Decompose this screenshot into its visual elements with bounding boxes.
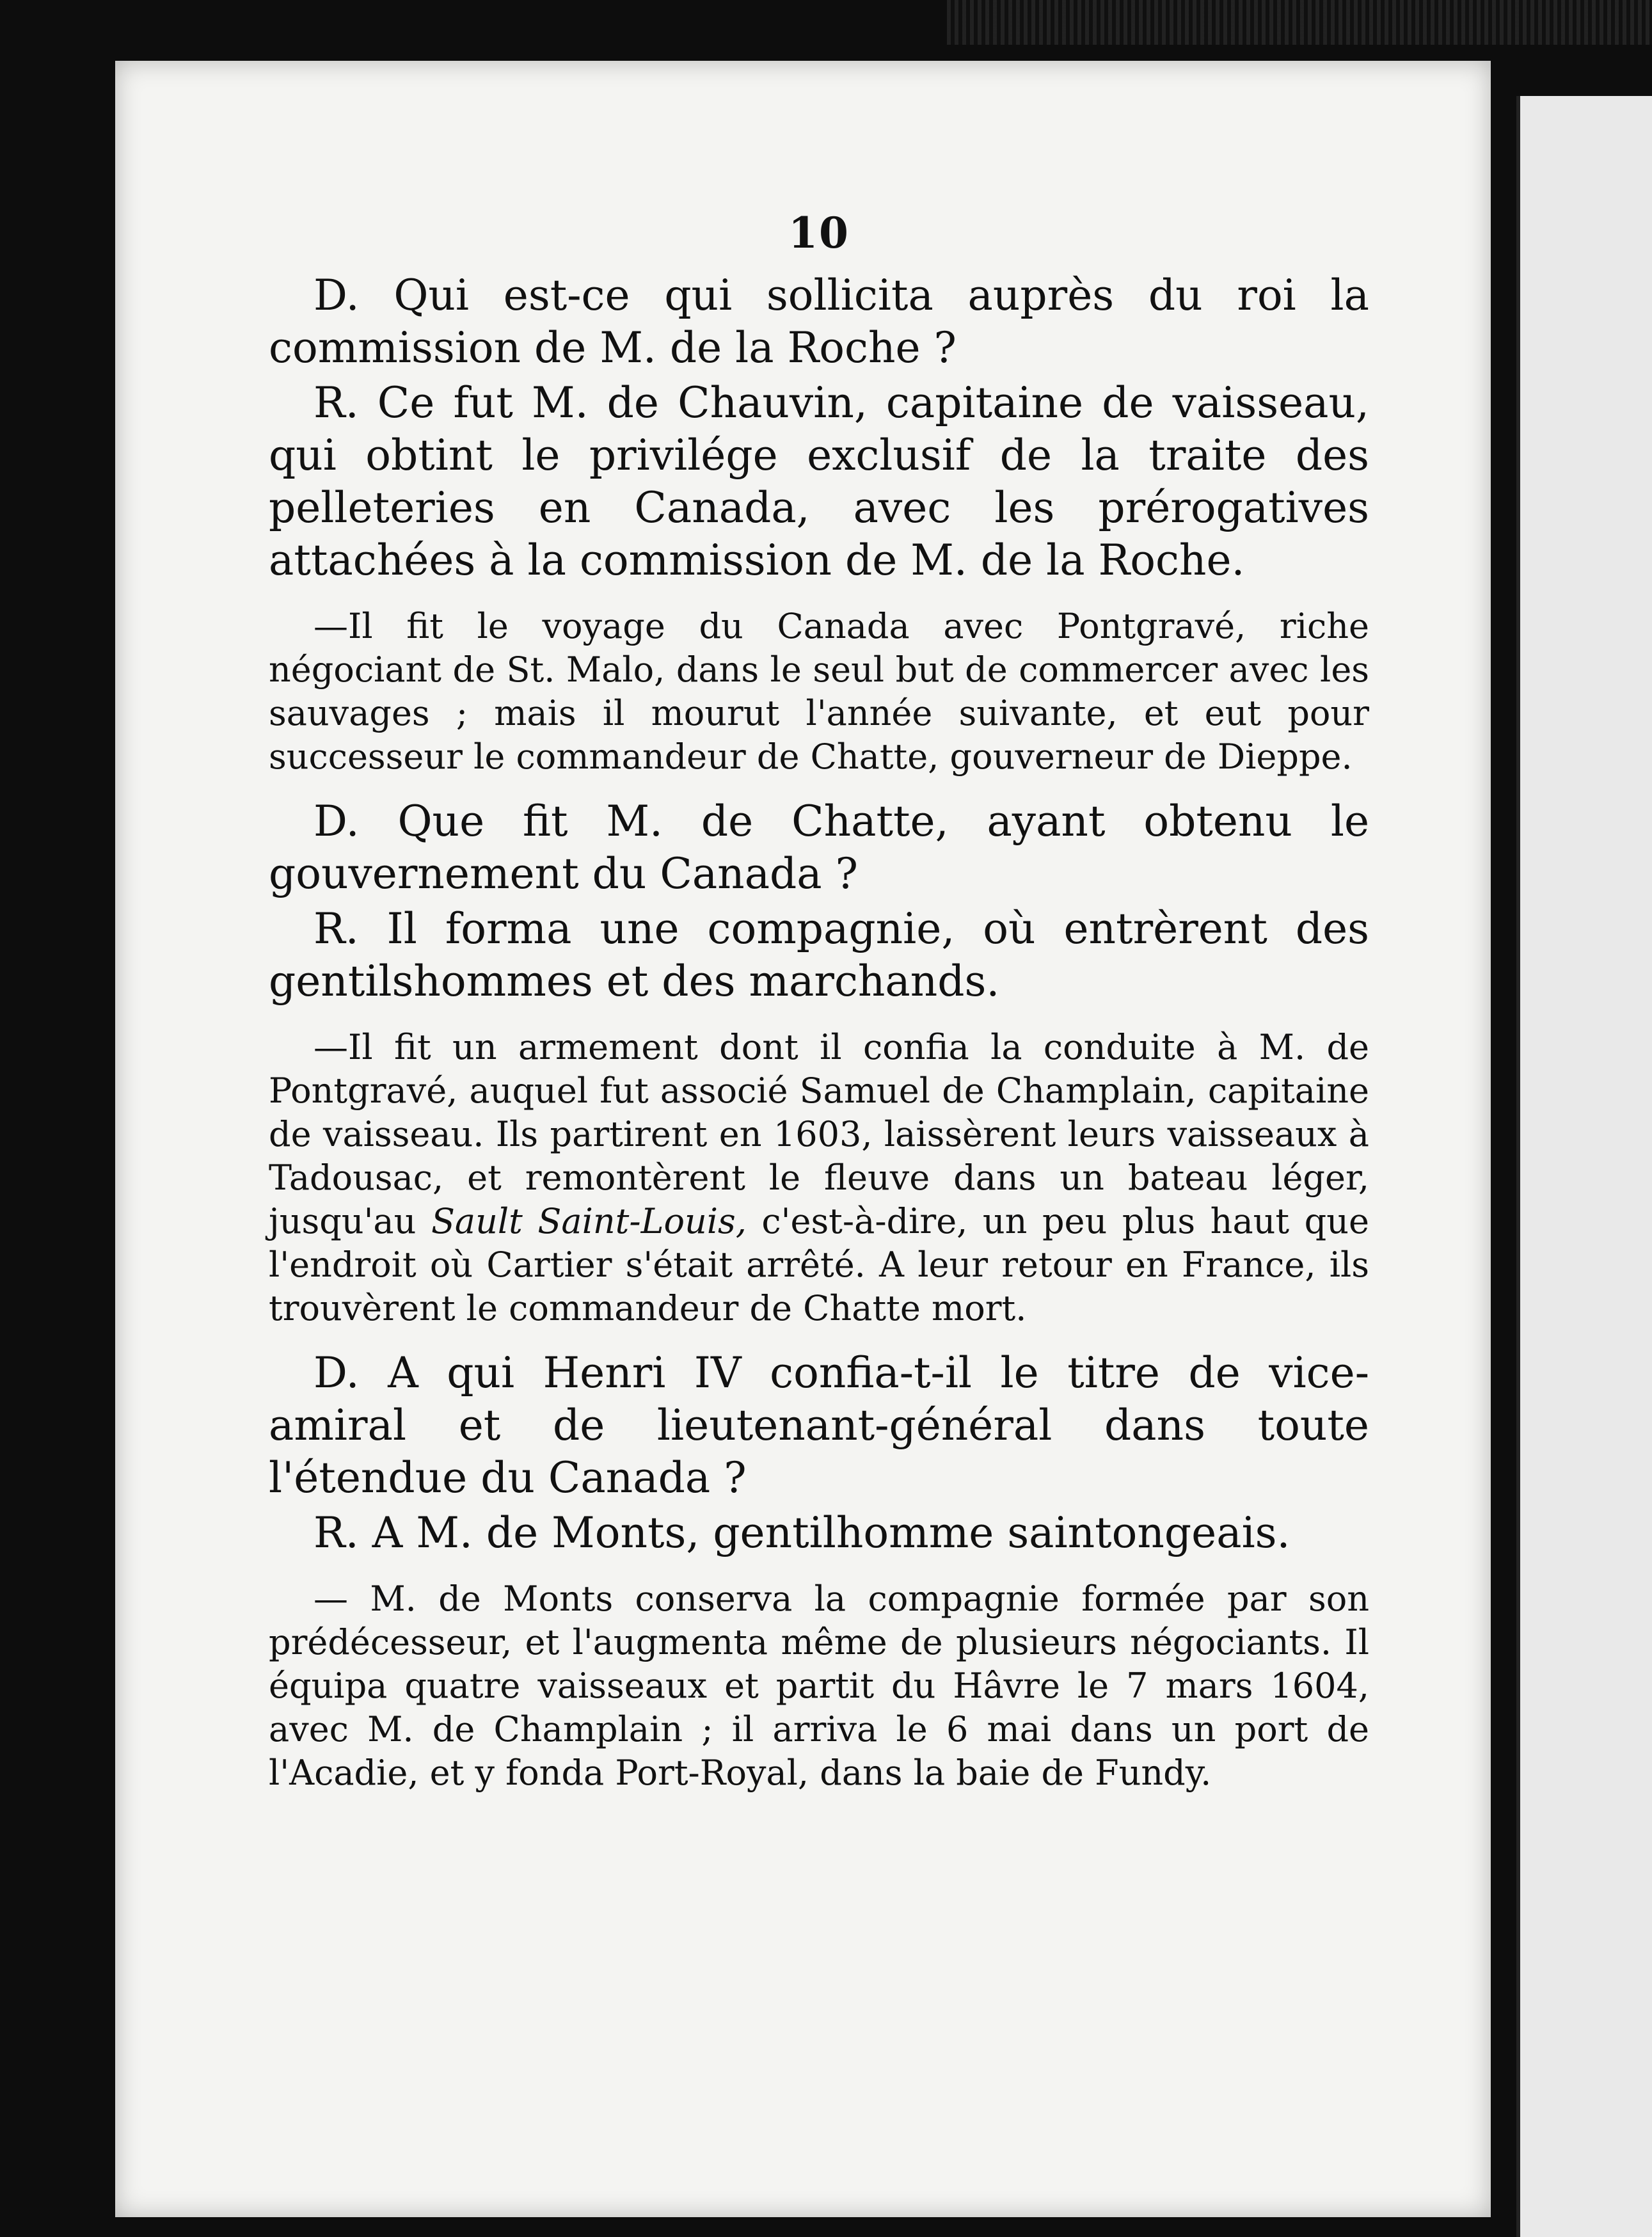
book-page [115,61,1491,2217]
note-3: — M. de Monts conserva la compagnie formée par son prédécesseur, et l'augmenta même de plusieurs négociants. Il équipa quatre vaisseaux et partit du Hâvre le 7 mars 1604, avec M. de Champlain ; il arriva le 6 mai dans un port de l'Acadie, et y fonda Port-Royal, dans la baie de Fundy. [269,1579,1369,1793]
note-text: c'est-à-dire, un peu plus haut que l'endroit où Cartier s'était arrêté. A leur retour en France, ils trouvèrent le commandeur de Chatte mort. [269,1201,1369,1328]
question-3 [269,1347,1369,1504]
answer-text: A M. de Monts, gentilhomme saintongeais. [372,1508,1291,1557]
note-italic-place: Sault Saint-Louis, [431,1201,747,1241]
question-text: Que fit M. de Chatte, ayant obtenu le gouvernement du Canada ? [269,797,1370,898]
answer-text: Il forma une compagnie, où entrèrent des gentilshommes et des marchands. [269,904,1369,1006]
page-content [269,138,1369,1811]
answer-label: R. [314,904,359,953]
answer-text: Ce fut M. de Chauvin, capitaine de vaisseau, qui obtint le privilége exclusif de la traite des pelleteries en Canada, avec les prérogatives attachées à la commission de M. de la Roche. [269,378,1369,585]
note-1: —Il fit le voyage du Canada avec Pontgravé, riche négociant de St. Malo, dans le seul but de commercer avec les sauvages ; mais il mourut l'année suivante, et eut pour successeur le commandeur de Chatte, gouverneur de Dieppe. [269,606,1369,777]
page-number: 10 [788,208,850,258]
question-text: A qui Henri IV confia-t-il le titre de vice-amiral et de lieutenant-général dans toute l'étendue du Canada ? [269,1348,1370,1502]
question-2 [269,795,1369,900]
answer-2 [269,903,1369,1008]
answer-label: R. [314,1508,359,1557]
note-text: —Il fit un armement dont il confia la conduite à M. de Pontgravé, auquel fut associé Samuel de Champlain, capitaine de vaisseau. Ils partirent en 1603, laissèrent leurs vaisseaux à Tadousac, et remontèrent le fleuve dans un bateau léger, jusqu'au [269,1027,1369,1241]
answer-3 [269,1507,1369,1559]
question-text: Qui est-ce qui sollicita auprès du roi la commission de M. de la Roche ? [269,271,1369,372]
question-1 [269,269,1369,374]
answer-label: R. [314,378,359,427]
note-2 [269,1026,1369,1330]
question-label: D. [314,1348,360,1397]
binding-cloth [947,0,1652,45]
answer-1 [269,377,1369,587]
question-label: D. [314,797,360,846]
question-label: D. [314,271,360,320]
adjacent-page-edge [1516,96,1652,2237]
